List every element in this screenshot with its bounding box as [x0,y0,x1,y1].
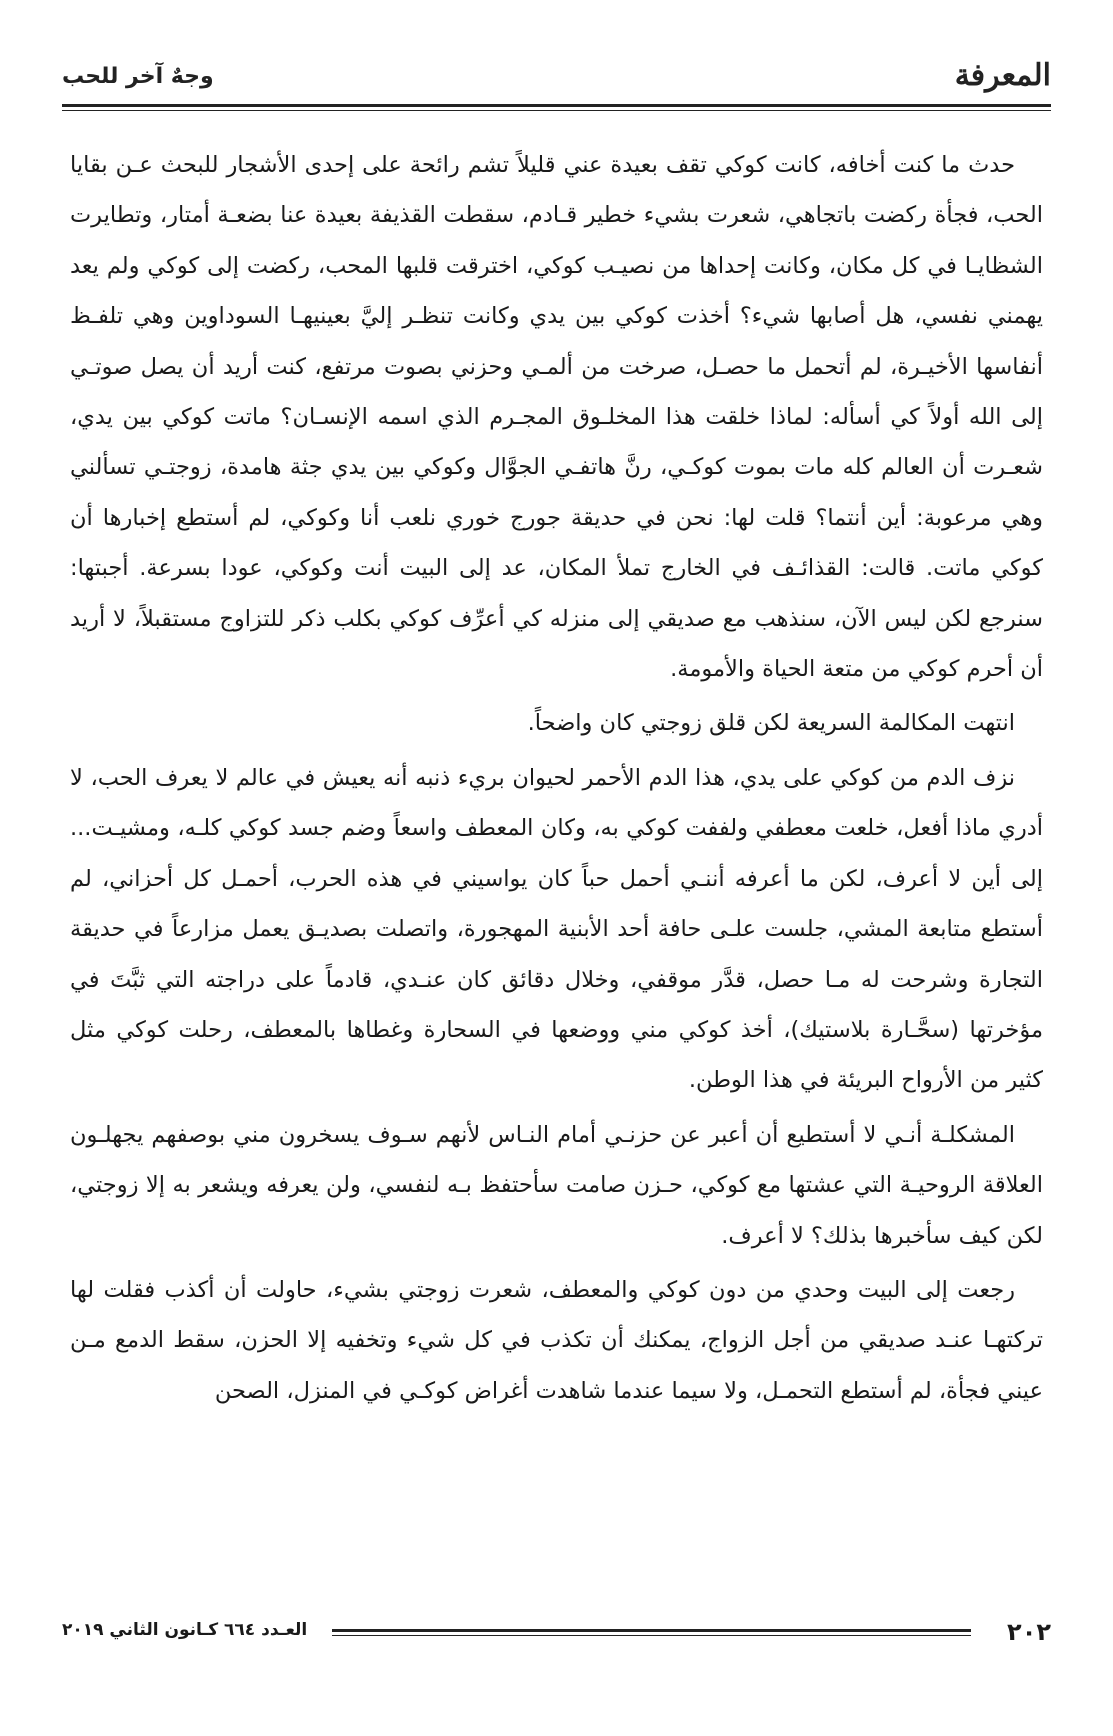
header-rule-thin [62,110,1051,111]
article-paragraph: المشكلـة أنـي لا أستطيع أن أعبر عن حزنـي أمام النـاس لأنهم سـوف يسخرون مني بوصفهم يجهلـون العلاقة الروحيـة التي عشتها مع كوكي، حـزن صامت سأحتفظ بـه لنفسي، ولن يعرفه ويشعر به إلا زوجتي، لكن كيف سأخبرها بذلك؟ لا أعرف. [70,1121,1043,1249]
page-header [62,50,1051,110]
article-paragraph: انتهت المكالمة السريعة لكن قلق زوجتي كان واضحاً. [527,710,1015,737]
article-body [70,140,1043,1420]
section-title: وجهٌ آخر للحب [62,64,214,89]
article-paragraph: حدث ما كنت أخافه، كانت كوكي تقف بعيدة عني قليلاً تشم رائحة على إحدى الأشجار للبحث عـن بقايا الحب، فجأة ركضت باتجاهي، شعرت بشيء خطير قـادم، سقطت القذيفة بعيدة عنا بضعـة أمتار، وتطايرت الشظايـا في كل مكان، وكانت إحداها من نصيـب كوكي، اخترقت قلبها المحب، ركضت إلى كوكي ولم يعد يهمني نفسي، هل أصابها شيء؟ أخذت كوكي بين يدي وكانت تنظـر إليَّ بعينيهـا السوداوين وهي تلفـظ أنفاسها الأخيـرة، لم أتحمل ما حصـل، صرخت من ألمـي وحزني بصوت مرتفع، كنت أريد أن يصل صوتـي إلى الله أولاً كي أسأله: لماذا خلقت هذا المخلـوق المجـرم الذي اسمه الإنسـان؟ ماتت كوكي بين يدي، شعـرت أن العالم كله مات بموت كوكـي، رنَّ هاتفـي الجوَّال وكوكي بين يدي جثة هامدة، زوجتـي تسألني وهي مرعوبة: أين أنتما؟ قلت لها: نحن في حديقة جورج خوري نلعب أنا وكوكي، لم أستطع إخبارها أن كوكي ماتت. قالت: القذائـف في الخارج تملأ المكان، عد إلى البيت أنت وكوكي، عودا بسرعة. أجبتها: سنرجع لكن ليس الآن، سنذهب مع صديقي إلى منزله كي أعرِّف كوكي بكلب ذكر للتزاوج مستقبلاً، لا أريد أن أحرم كوكي من متعة الحياة والأمومة. [70,152,1043,683]
page-number: ٢٠٢ [1007,1618,1051,1646]
footer-rule [332,1629,971,1636]
header-rule [62,104,1051,107]
magazine-logo: المعرفة [954,58,1051,93]
page-footer [62,1618,1051,1658]
article-paragraph: نزف الدم من كوكي على يدي، هذا الدم الأحمر لحيوان بريء ذنبه أنه يعيش في عالم لا يعرف الحب، لا أدري ماذا أفعل، خلعت معطفي ولففت كوكي به، وكان المعطف واسعاً وضم جسد كوكي كلـه، ومشيـت... إلى أين لا أعرف، لكن ما أعرفه أننـي أحمل حباً كان يواسيني في هذه الحرب، أحمـل كل أحزاني، لم أستطع متابعة المشي، جلست علـى حافة أحد الأبنية المهجورة، واتصلت بصديـق يعمل مزارعاً في حديقة التجارة وشرحت له مـا حصل، قدَّر موقفي، وخلال دقائق كان عنـدي، قادماً على دراجته التي ثبَّتَ في مؤخرتها (سحَّـارة بلاستيك)، أخذ كوكي مني ووضعها في السحارة وغطاها بالمعطف، رحلت كوكي مثل كثير من الأرواح البريئة في هذا الوطن. [70,764,1043,1094]
article-paragraph: رجعت إلى البيت وحدي من دون كوكي والمعطف، شعرت زوجتي بشيء، حاولت أن أكذب فقلت لها تركتهـا عنـد صديقي من أجل الزواج، يمكنك أن تكذب في كل شيء وتخفيه إلا الحزن، سقط الدمع مـن عيني فجأة، لم أستطع التحمـل، ولا سيما عندما شاهدت أغراض كوكـي في المنزل، الصحن [70,1276,1043,1404]
issue-info: العـدد ٦٦٤ كـانون الثاني ٢٠١٩ [62,1620,308,1640]
